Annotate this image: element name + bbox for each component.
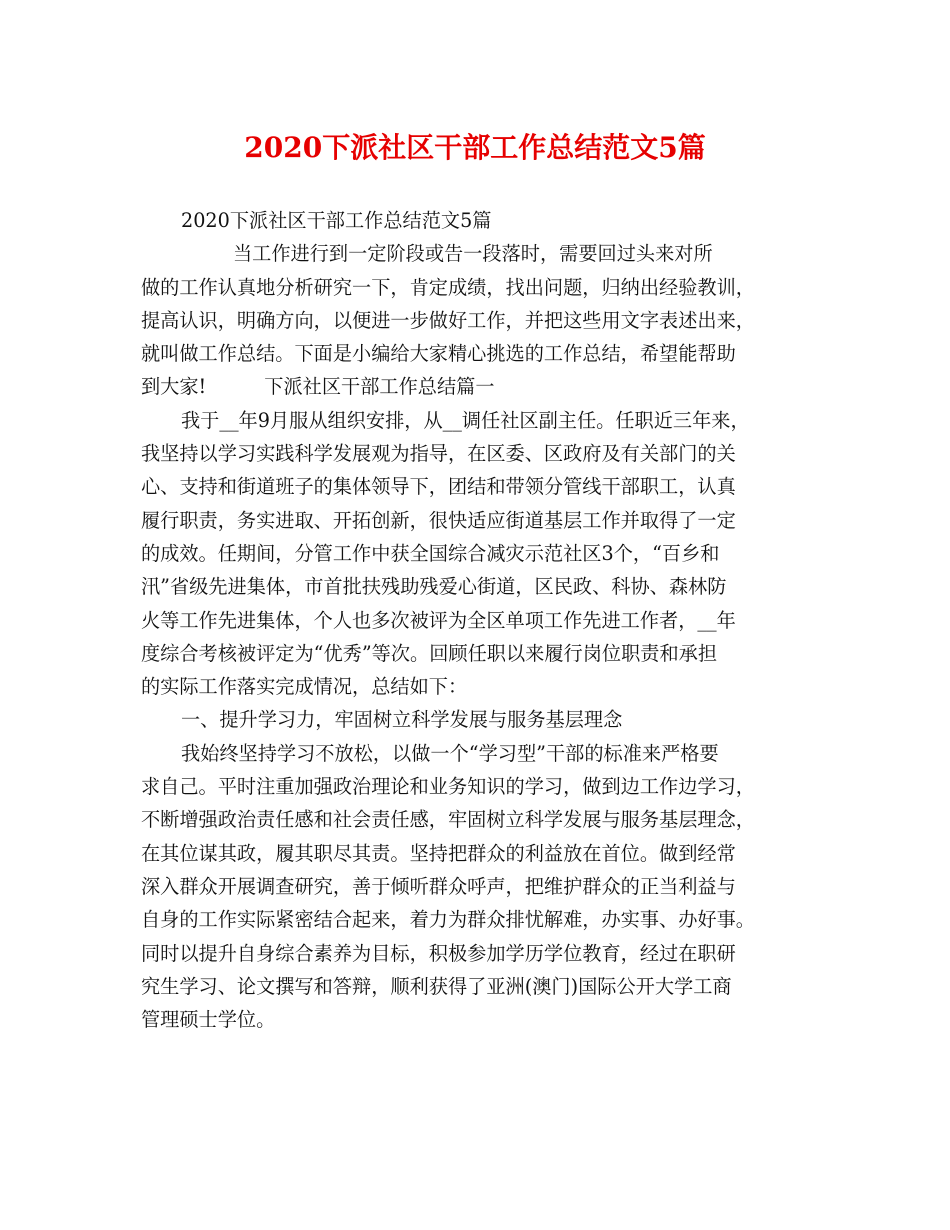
document-subtitle: 2020下派社区干部工作总结范文5篇 xyxy=(181,209,492,232)
paragraph-line: 做的工作认真地分析研究一下，肯定成绩，找出问题，归纳出经验教训， xyxy=(141,275,755,299)
paragraph-line: 自身的工作实际紧密结合起来，着力为群众排忧解难，办实事、办好事。 xyxy=(141,908,755,932)
heading-1: 一、提升学习力，牢固树立科学发展与服务基层理念 xyxy=(181,708,623,732)
paragraph-line: 我坚持以学习实践科学发展观为指导，在区委、区政府及有关部门的关 xyxy=(141,442,736,466)
paragraph-line: 汛”省级先进集体，市首批扶残助残爱心街道，区民政、科协、森林防 xyxy=(141,575,727,599)
paragraph-line: 深入群众开展调查研究，善于倾听群众呼声，把维护群众的正当利益与 xyxy=(141,874,736,898)
paragraph-line: 就叫做工作总结。下面是小编给大家精心挑选的工作总结，希望能帮助 xyxy=(141,342,736,366)
paragraph-line: 我于__年9月服从组织安排，从__调任社区副主任。任职近三年来， xyxy=(181,408,750,432)
paragraph-line: 的实际工作落实完成情况，总结如下： xyxy=(141,675,468,699)
intro-paragraph xyxy=(141,237,827,403)
paragraph-1 xyxy=(141,404,827,704)
paragraph-line: 火等工作先进集体，个人也多次被评为全区单项工作先进工作者，__年 xyxy=(141,608,736,632)
paragraph-line: 心、支持和街道班子的集体领导下，团结和带领分管线干部职工，认真 xyxy=(141,475,736,499)
paragraph-line: 管理硕士学位。 xyxy=(141,1008,276,1032)
paragraph-line: 我始终坚持学习不放松，以做一个“学习型”干部的标准来严格要 xyxy=(181,741,719,765)
section-heading: 下派社区干部工作总结篇一 xyxy=(264,375,495,399)
paragraph-line: 提高认识，明确方向，以便进一步做好工作，并把这些用文字表述出来， xyxy=(141,308,755,332)
paragraph-line: 不断增强政治责任感和社会责任感，牢固树立科学发展与服务基层理念， xyxy=(141,808,755,832)
paragraph-line: 在其位谋其政，履其职尽其责。坚持把群众的利益放在首位。做到经常 xyxy=(141,841,736,865)
paragraph-line: 求自己。平时注重加强政治理论和业务知识的学习，做到边工作边学习， xyxy=(141,775,755,799)
paragraph-line xyxy=(141,370,827,403)
document-title: 2020下派社区干部工作总结范文5篇 xyxy=(244,131,706,164)
paragraph-line: 究生学习、论文撰写和答辩，顺利获得了亚洲(澳门)国际公开大学工商 xyxy=(141,974,732,998)
intro-last-line: 到大家! xyxy=(141,375,207,399)
paragraph-line: 度综合考核被评定为“优秀”等次。回顾任职以来履行岗位职责和承担 xyxy=(141,641,718,665)
paragraph-line: 履行职责，务实进取、开拓创新，很快适应街道基层工作并取得了一定 xyxy=(141,508,736,532)
paragraph-2 xyxy=(141,737,827,1037)
paragraph-line: 同时以提升自身综合素养为目标，积极参加学历学位教育，经过在职研 xyxy=(141,941,736,965)
document-body xyxy=(141,204,827,1036)
paragraph-line: 的成效。任期间，分管工作中获全国综合减灾示范社区3个，“百乡和 xyxy=(141,541,720,565)
paragraph-line: 当工作进行到一定阶段或告一段落时，需要回过头来对所 xyxy=(233,242,713,266)
